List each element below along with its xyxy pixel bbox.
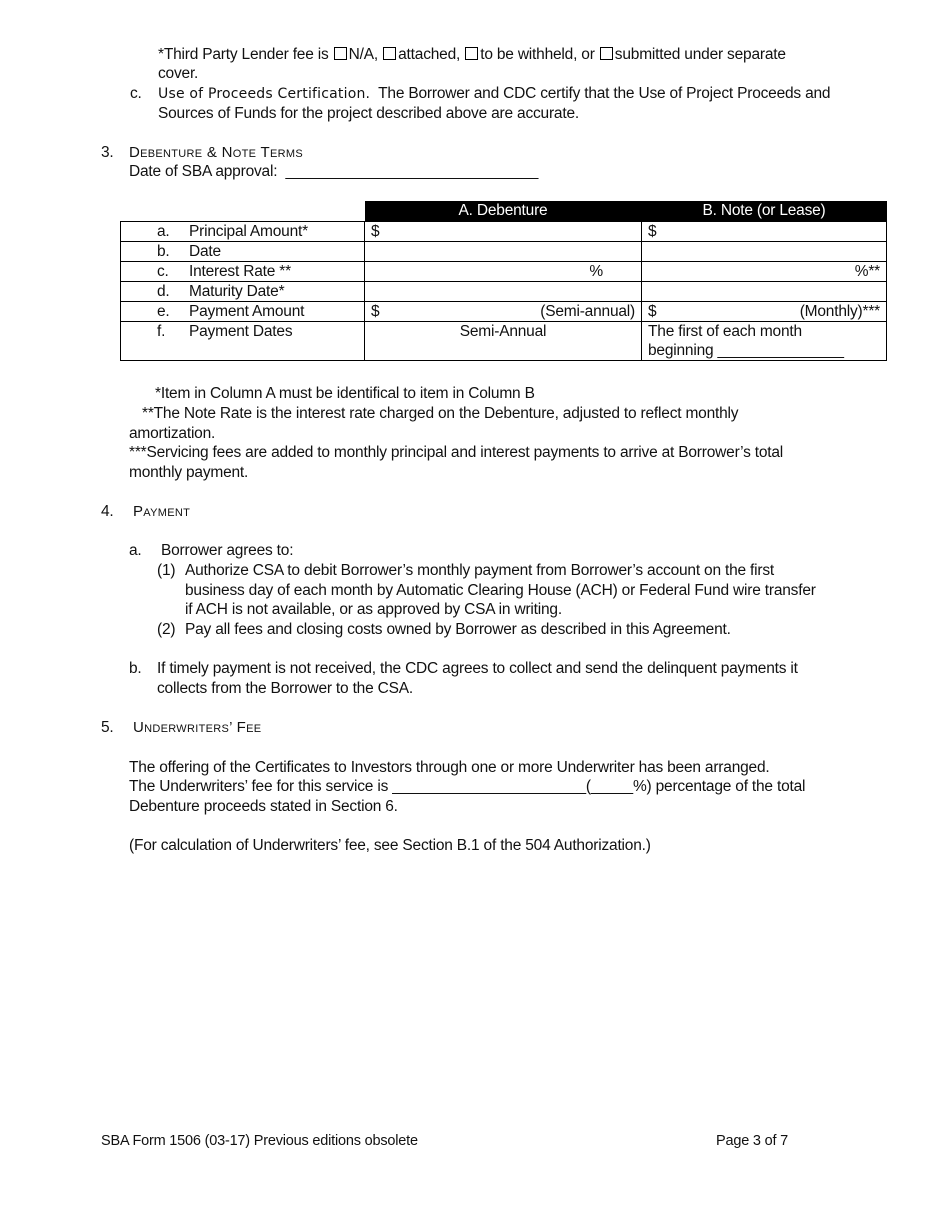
row-letter: d. (157, 283, 170, 300)
item-c-marker: c. (130, 85, 142, 102)
table-row (121, 222, 887, 242)
item-4a2-marker: (2) (157, 621, 176, 638)
table-row (121, 322, 887, 361)
maturity-note-cell[interactable] (642, 282, 887, 302)
withheld-label: to be withheld, or (480, 46, 595, 63)
payment-dates-note-cell[interactable] (642, 322, 887, 361)
row-letter: b. (157, 243, 170, 260)
cover-text: cover. (158, 65, 199, 82)
payment-note-cell[interactable] (642, 302, 887, 322)
item-4a2-line-1: Pay all fees and closing costs owned by Borrower as described in this Agreement. (185, 621, 731, 638)
row-label: Payment Dates (189, 323, 293, 340)
date-debenture-cell[interactable] (365, 242, 642, 262)
item-4b-marker: b. (129, 660, 142, 677)
table-row (121, 262, 887, 282)
principal-debenture-cell[interactable]: $ (365, 222, 642, 242)
row-label: Maturity Date* (189, 283, 285, 300)
section-3-number: 3. (101, 144, 114, 161)
section-5-p1-line-1: The offering of the Certificates to Investors through one or more Underwriter has been arranged. (129, 759, 770, 776)
row-label: Payment Amount (189, 303, 305, 320)
principal-note-cell[interactable]: $ (642, 222, 887, 242)
section-3-title: Debenture & Note Terms (129, 144, 303, 161)
debenture-note-table (120, 201, 887, 361)
table-row (121, 242, 887, 262)
interest-debenture-cell[interactable]: % (365, 262, 642, 282)
footer-form-id: SBA Form 1506 (03-17) Previous editions obsolete (101, 1133, 418, 1149)
table-row (121, 302, 887, 322)
sba-approval-field[interactable]: ______________________________ (285, 163, 539, 180)
item-4a-text: Borrower agrees to: (161, 542, 294, 559)
item-4a1-marker: (1) (157, 562, 176, 579)
table-row (121, 282, 887, 302)
item-c-title: Use of Proceeds Certification. (158, 86, 371, 102)
third-party-fee-label: *Third Party Lender fee is (158, 46, 329, 63)
sba-approval-label: Date of SBA approval: (129, 163, 278, 180)
payment-note-dollar: $ (648, 303, 657, 320)
payment-dates-note-line-2: beginning _______________ (648, 342, 844, 359)
interest-note-cell[interactable]: %** (642, 262, 887, 282)
item-4a1-line-3: if ACH is not available, or as approved by CSA in writing. (185, 601, 562, 618)
item-4b-line-1: If timely payment is not received, the CDC agrees to collect and send the delinquent payments it (157, 660, 798, 677)
footnote-1: *Item in Column A must be identifical to item in Column B (155, 385, 535, 402)
item-c-text-2: Sources of Funds for the project described above are accurate. (158, 105, 579, 122)
item-4b-line-2: collects from the Borrower to the CSA. (157, 680, 413, 697)
footnote-2b: amortization. (129, 425, 216, 442)
item-c-line-1 (158, 84, 830, 104)
payment-debenture-cell[interactable] (365, 302, 642, 322)
footnote-3b: monthly payment. (129, 464, 249, 481)
payment-note-freq: (Monthly)*** (799, 303, 880, 320)
maturity-debenture-cell[interactable] (365, 282, 642, 302)
section-4-number: 4. (101, 503, 114, 520)
table-header-row (121, 201, 887, 222)
item-4a-marker: a. (129, 542, 142, 559)
section-5-p1-line-2: The Underwriters’ fee for this service is _______________________(_____%) percentage of the total (129, 778, 806, 795)
payment-debenture-freq: (Semi-annual) (540, 303, 635, 320)
sba-approval-line (129, 162, 538, 181)
attached-checkbox[interactable] (383, 47, 396, 60)
row-label: Principal Amount* (189, 223, 308, 240)
row-label: Date (189, 243, 221, 260)
attached-label: attached, (398, 46, 461, 63)
payment-dates-debenture-cell: Semi-Annual (365, 322, 642, 361)
payment-dates-note-line-1: The first of each month (648, 323, 802, 340)
row-label: Interest Rate ** (189, 263, 291, 280)
item-4a1-line-2: business day of each month by Automatic Clearing House (ACH) or Federal Fund wire transfer (185, 582, 816, 599)
footnote-3a: ***Servicing fees are added to monthly principal and interest payments to arrive at Borrower’s total (129, 444, 784, 461)
section-5-title: Underwriters’ Fee (133, 719, 262, 736)
submitted-label: submitted under separate (614, 46, 786, 63)
date-note-cell[interactable] (642, 242, 887, 262)
row-letter: c. (157, 263, 169, 280)
section-5-number: 5. (101, 719, 114, 736)
submitted-checkbox[interactable] (600, 47, 613, 60)
col-a-header: A. Debenture (365, 201, 642, 222)
na-label: N/A, (348, 46, 379, 63)
section-5-p2: (For calculation of Underwriters’ fee, see Section B.1 of the 504 Authorization.) (129, 837, 651, 854)
section-5-p1-line-3: Debenture proceeds stated in Section 6. (129, 798, 398, 815)
na-checkbox[interactable] (334, 47, 347, 60)
footer-page-number: Page 3 of 7 (716, 1133, 788, 1149)
col-b-header: B. Note (or Lease) (642, 201, 887, 222)
withheld-checkbox[interactable] (465, 47, 478, 60)
row-letter: a. (157, 223, 170, 240)
item-4a1-line-1: Authorize CSA to debit Borrower’s monthly payment from Borrower’s account on the first (185, 562, 775, 579)
section-4-title: Payment (133, 503, 191, 520)
row-letter: f. (157, 323, 166, 340)
third-party-fee-line (158, 45, 786, 64)
payment-debenture-dollar: $ (371, 303, 380, 320)
footnote-2a: **The Note Rate is the interest rate charged on the Debenture, adjusted to reflect monthly (142, 405, 739, 422)
item-c-text-1: The Borrower and CDC certify that the Use of Project Proceeds and (378, 85, 831, 102)
row-letter: e. (157, 303, 170, 320)
